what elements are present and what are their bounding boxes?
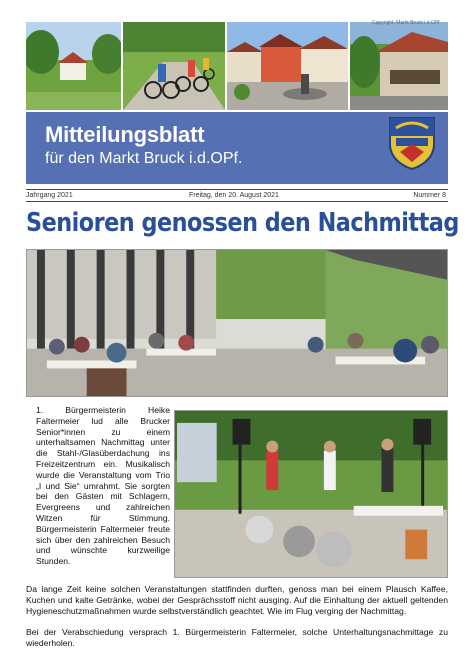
masthead-title: Mitteilungsblatt xyxy=(45,122,205,147)
article-paragraph-3: Bei der Verabschiedung versprach 1. Bürgermeisterin Faltermeier, solche Unterhaltungsnachmittage zu wiederholen. xyxy=(26,627,448,648)
header-photo-chapel xyxy=(26,22,121,110)
article-photo-band-trio xyxy=(174,410,448,578)
article-intro-text xyxy=(26,405,170,567)
header-photo-building xyxy=(350,22,448,110)
masthead-subtitle: für den Markt Bruck i.d.OPf. xyxy=(45,150,243,167)
issue-info-bar xyxy=(26,189,448,202)
issue-year: Jahrgang 2021 xyxy=(26,192,73,199)
article-headline: Senioren genossen den Nachmittag xyxy=(26,208,459,238)
header-photo-cyclists xyxy=(123,22,225,110)
article-intro-paragraph: 1. Bürgermeisterin Heike Faltermeier lud alle Brucker Senior*innen zu einem unterhaltsamen Nachmittag unter die Stahl-/Glasüberdachung ins Freizeitzentrum ein. Musikalisch wurde die Veranstaltung vom Trio „I und Sie“ umrahmt. Sie sorgten bei den Gästen mit Schlagern, Evergreens und zahlreichen Witzen für Stimmung. Bürgermeisterin Faltermeier freute sich über den zahlreichen Besuch und wünschte kurzweilige Stunden. xyxy=(36,405,170,567)
header-photo-town-square xyxy=(227,22,348,110)
article-photo-seniors-gathering xyxy=(26,249,448,397)
masthead-banner xyxy=(26,112,448,184)
issue-date: Freitag, den 20. August 2021 xyxy=(189,192,279,199)
article-paragraph-2: Da lange Zeit keine solchen Veranstaltungen stattfinden durften, genoss man bei einem Plausch Kaffee, Kuchen und kalte Getränke, wobei der Gesprächsstoff nicht ausging. Auf die Einhaltung der aktuell geltenden Hygieneschutzmaßnahmen wurde selbstverständlich geachtet. Wie im Flug verging der Nachmittag. xyxy=(26,584,448,616)
issue-number: Nummer 8 xyxy=(413,192,446,199)
photo-credit: Copyright: Markt Bruck i.d.OPf. xyxy=(372,20,441,26)
coat-of-arms-logo xyxy=(386,114,438,170)
